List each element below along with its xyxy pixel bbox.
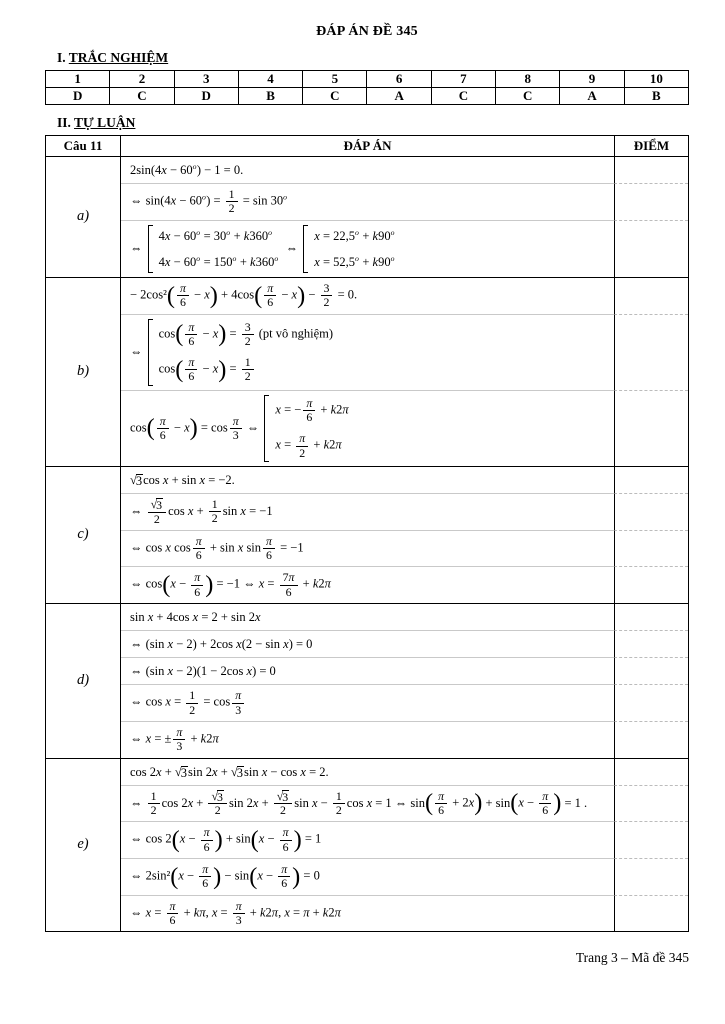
part-label: c) — [46, 467, 121, 603]
solution-row — [121, 467, 688, 494]
mc-answer-value: A — [367, 88, 431, 105]
points-cell — [614, 157, 688, 184]
question-column-header: Câu 11 — [46, 136, 121, 156]
solution-row — [121, 157, 688, 184]
mc-answer-value: C — [110, 88, 174, 105]
mc-answer-value: C — [496, 88, 560, 105]
part-label: e) — [46, 759, 121, 932]
part-row — [46, 604, 688, 759]
mc-question-number: 5 — [303, 71, 367, 88]
section-label: TRẮC NGHIỆM — [68, 50, 169, 65]
points-cell — [614, 604, 688, 631]
section-label: TỰ LUẬN — [74, 115, 136, 130]
solution-math: ⇔ x = $\frac{\pi}{6}$ + kπ, x = $\frac{\pi}{3}$ + k2π, x = π + k2π — [130, 898, 341, 927]
section-prefix: I. — [57, 50, 66, 65]
part-row — [46, 759, 688, 932]
solution-math: cos ( $\frac{\pi}{6}$ − x ) = cos $\frac{\pi}{3}$ ⇔ x = − $\frac{\pi}{6}$ + k2π x = $\frac{\pi}{2}$ + k2π — [121, 391, 614, 466]
mc-question-number: 4 — [238, 71, 302, 88]
solution-math: ⇔ 2sin² ( x − $\frac{\pi}{6}$ ) − sin ( x − $\frac{\pi}{6}$ ) = 0 — [121, 859, 614, 896]
solution-row — [121, 531, 688, 568]
solution-math: ⇔ $\frac{1}{2}$ cos 2x + √ 3 2 sin 2x + √ 3 2 sin x − $\frac{1}{2}$ cos x = 1 ⇔ sin ( $\frac{\pi}{6}$ + 2x ) + sin ( x − $\frac{\pi}{6}$ ) = 1 . — [121, 786, 614, 823]
points-cell — [614, 184, 688, 221]
solution-row — [121, 391, 688, 466]
footer-page-label: Trang 3 – Mã đề 345 — [575, 950, 689, 966]
points-cell — [614, 786, 688, 823]
solution-row — [121, 631, 688, 658]
solution-row — [121, 567, 688, 603]
points-cell — [614, 759, 688, 786]
solution-row — [121, 494, 688, 531]
mc-question-number: 7 — [431, 71, 495, 88]
solution-math: ⇔ (sin x − 2)(1 − 2cos x) = 0 — [121, 658, 614, 685]
solution-row — [121, 221, 688, 277]
mc-answer-value: D — [46, 88, 110, 105]
solution-math: cos 2x + √ 3 sin 2x + √ 3 sin x − cos x = 2. — [121, 759, 614, 786]
part-row — [46, 467, 688, 604]
solution-math: − 2cos² ( $\frac{\pi}{6}$ − x ) + 4cos ( $\frac{\pi}{6}$ − x ) − $\frac{3}{2}$ = 0. — [121, 278, 614, 315]
section-heading-tu-luan — [57, 115, 689, 131]
points-cell — [614, 685, 688, 722]
points-cell — [614, 658, 688, 685]
points-cell — [614, 896, 688, 932]
mc-answer-value: C — [303, 88, 367, 105]
part-label: b) — [46, 278, 121, 466]
mc-question-number: 10 — [624, 71, 688, 88]
mc-question-number: 6 — [367, 71, 431, 88]
part-row — [46, 278, 688, 467]
page-title: ĐÁP ÁN ĐỀ 345 — [316, 24, 418, 39]
solution-row — [121, 786, 688, 823]
solution-row — [121, 315, 688, 391]
points-cell — [614, 221, 688, 277]
points-cell — [614, 494, 688, 531]
points-cell — [614, 859, 688, 896]
solution-row — [121, 658, 688, 685]
mc-answer-value: D — [174, 88, 238, 105]
mc-answer-value: B — [624, 88, 688, 105]
solution-math: ⇔ (sin x − 2) + 2cos x(2 − sin x) = 0 — [121, 631, 614, 658]
points-cell — [614, 278, 688, 315]
points-cell — [614, 822, 688, 859]
essay-body — [46, 157, 688, 931]
answer-column-header: ĐÁP ÁN — [343, 138, 392, 153]
part-row — [46, 157, 688, 278]
essay-table-header — [46, 136, 688, 157]
mc-question-number: 1 — [46, 71, 110, 88]
solution-math: $2\sin(4x - 60^o) - 1 = 0$. — [121, 157, 614, 184]
mc-number-row — [46, 71, 689, 88]
solution-row — [121, 759, 688, 786]
solution-row — [121, 685, 688, 722]
solution-row — [121, 184, 688, 221]
solution-math: ⇔ √ 3 2 cos x + $\frac{1}{2}$ sin x = −1 — [121, 494, 614, 531]
mc-answer-value: A — [560, 88, 624, 105]
solution-row — [121, 822, 688, 859]
points-cell — [614, 391, 688, 466]
mc-question-number: 2 — [110, 71, 174, 88]
solution-math: sin x + 4cos x = 2 + sin 2x — [121, 604, 614, 631]
solution-math: ⇔ cos x = $\frac{1}{2}$ = cos $\frac{\pi}{3}$ — [121, 685, 614, 722]
solution-math: ⇔ $4x - 60^o = 30^o + k360^o$ $4x - 60^o = 150^o + k360^o$ ⇔ $x = 22,5^o + k90^o$ $x = 52,5^o + k90^o$ — [121, 221, 614, 277]
points-cell — [614, 315, 688, 391]
mc-question-number: 8 — [496, 71, 560, 88]
solution-math: √ 3 cos x + sin x = −2. — [121, 467, 614, 494]
mc-question-number: 9 — [560, 71, 624, 88]
solution-math: ⇔ x = ± $\frac{\pi}{3}$ + k2π — [130, 724, 219, 754]
part-label: a) — [46, 157, 121, 277]
mc-answer-value: C — [431, 88, 495, 105]
solution-math: ⇔ cos ( $\frac{\pi}{6}$ − x ) = $\frac{3}{2}$ (pt vô nghiệm) cos ( $\frac{\pi}{6}$ − x ) = $\frac{1}{2}$ — [121, 315, 614, 391]
mc-answer-value: B — [238, 88, 302, 105]
mc-answer-row — [46, 88, 689, 105]
points-column-header: ĐIỂM — [614, 136, 688, 156]
points-cell — [614, 531, 688, 568]
solution-math: ⇔ cos ( x − $\frac{\pi}{6}$ ) = −1 ⇔ x = $\frac{7\pi}{6}$ + k2π — [130, 570, 331, 599]
solution-math: ⇔ cos 2 ( x − $\frac{\pi}{6}$ ) + sin ( x − $\frac{\pi}{6}$ ) = 1 — [121, 822, 614, 859]
part-label: d) — [46, 604, 121, 758]
section-heading-trac-nghiem — [57, 50, 689, 66]
solution-row — [121, 278, 688, 315]
points-cell — [614, 631, 688, 658]
mc-question-number: 3 — [174, 71, 238, 88]
multiple-choice-table — [45, 70, 689, 105]
solution-math: ⇔ cos x cos $\frac{\pi}{6}$ + sin x sin $\frac{\pi}{6}$ = −1 — [121, 531, 614, 568]
solution-row — [121, 896, 688, 932]
essay-table — [45, 135, 689, 932]
solution-math: ⇔ $\sin(4x - 60^o)$ = $\frac{1}{2}$ = sin 30$^o$ — [121, 184, 614, 221]
solution-row — [121, 859, 688, 896]
points-cell — [614, 722, 688, 758]
points-cell — [614, 467, 688, 494]
solution-row — [121, 604, 688, 631]
section-prefix: II. — [57, 115, 71, 130]
points-cell — [614, 567, 688, 603]
solution-row — [121, 722, 688, 758]
